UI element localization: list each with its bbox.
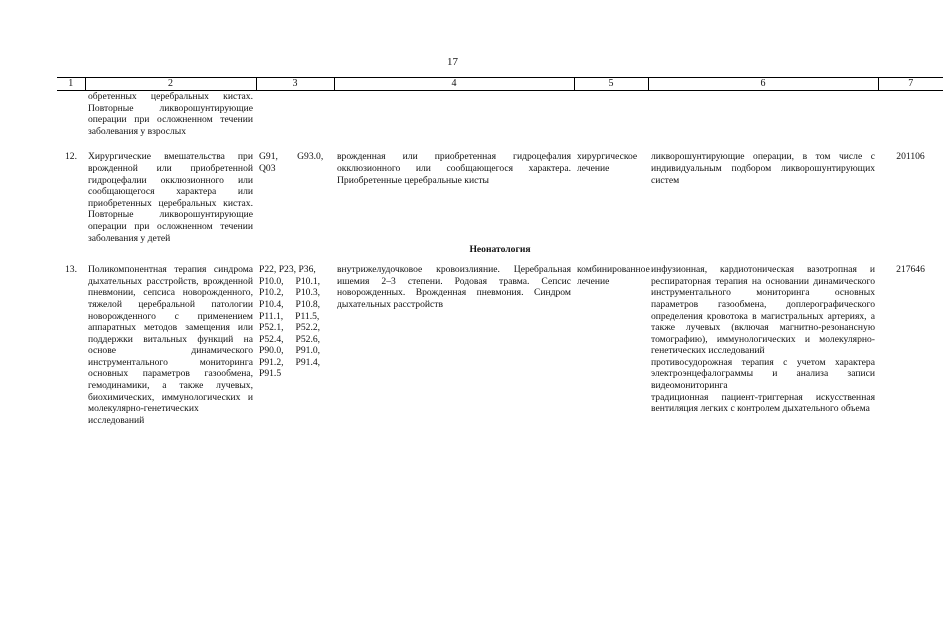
icd-codes-line: P52.1, P52.2, xyxy=(259,322,321,334)
service-name: Поликомпонентная терапия синдрома дыхательных расстройств, врожденной пневмонии, сепсиса новорожденного, тяжелой церебральной патологии новорожденного с применением аппаратных методов замещения или поддержки витальных функций на основе динамического инструментального мониторинга основных параметров газообмена, гемодинамики, а также лучевых, биохимических, иммунологических и молекулярно-генетических исследований xyxy=(88,264,253,426)
treatment-method-item: противосудорожная терапия с учетом характера электроэнцефалограммы и анализа записи видеомониторинга xyxy=(651,356,875,392)
header-col-4: 4 xyxy=(334,78,574,91)
header-col-1: 1 xyxy=(57,78,85,91)
header-row xyxy=(57,78,943,91)
treatment-method xyxy=(648,264,878,426)
patient-model: врожденная или приобретенная гидроцефалия окклюзионного или сообщающегося характера. Приобретенные церебральные кисты xyxy=(337,151,571,186)
page-number: 17 xyxy=(447,56,458,68)
patient-model: внутрижелудочковое кровоизлияние. Церебральная ишемия 2–3 степени. Родовая травма. Сепсис новорожденных. Врожденная пневмония. Синдром дыхательных расстройств xyxy=(337,264,571,310)
treatment-type: комбинированное лечение xyxy=(577,264,650,287)
treatment-type: хирургическое лечение xyxy=(577,151,638,174)
icd-codes-line: P91.2, P91.4, xyxy=(259,356,321,368)
icd-codes-line: P22, P23, P36, xyxy=(259,264,316,276)
table-row-12 xyxy=(57,151,943,244)
header-col-3: 3 xyxy=(256,78,334,91)
header-col-5: 5 xyxy=(574,78,648,91)
icd-codes-line: Q03 xyxy=(259,162,276,174)
standard-cost: 217646 xyxy=(896,264,925,276)
icd-codes-line: P10.4, P10.8, xyxy=(259,298,321,310)
standard-cost: 201106 xyxy=(896,151,925,163)
row-number: 12. xyxy=(65,151,77,163)
header-col-7: 7 xyxy=(878,78,943,91)
continuation-name: обретенных церебральных кистах. Повторные ликворошунтирующие операции при осложненном течении заболевания у взрослых xyxy=(88,91,253,137)
section-title: Неонатология xyxy=(469,244,531,256)
icd-codes-line: P90.0, P91.0, xyxy=(259,345,321,357)
section-heading-row xyxy=(57,244,943,264)
header-col-2: 2 xyxy=(85,78,256,91)
treatment-method-item: инфузионная, кардиотоническая вазотропная и респираторная терапия на основании динамического инструментального мониторинга основных параметров газообмена, доплерографического определения кровотока в магистральных артериях, а также лучевых (включая магнитно-резонансную томографию), иммунологических и молекулярно-генетических исследований xyxy=(651,264,875,357)
treatment-method-item: традиционная пациент-триггерная искусственная вентиляция легких с контролем дыхательного объема xyxy=(651,391,875,415)
table-row-continuation xyxy=(57,91,943,138)
icd-codes xyxy=(256,151,334,244)
icd-codes-line: P10.0, P10.1, xyxy=(259,275,321,287)
treatment-method: ликворошунтирующие операции, в том числе с индивидуальным подбором ликворошунтирующих систем xyxy=(651,151,875,186)
icd-codes-line: P11.1, P11.5, xyxy=(259,310,320,322)
icd-codes-line: P10.2, P10.3, xyxy=(259,287,321,299)
services-table xyxy=(57,77,943,426)
icd-codes-line: G91, G93.0, xyxy=(259,151,324,163)
service-name: Хирургические вмешательства при врожденной или приобретенной гидроцефалии окклюзионного или сообщающегося характера или приобретенных церебральных кистах. Повторные ликворошунтирующие операции при осложненном течении заболевания у детей xyxy=(88,151,253,244)
icd-codes-line: P52.4, P52.6, xyxy=(259,333,321,345)
header-col-6: 6 xyxy=(648,78,878,91)
table-row-13 xyxy=(57,264,943,426)
icd-codes xyxy=(256,264,334,426)
icd-codes-line: P91.5 xyxy=(259,368,282,380)
row-number: 13. xyxy=(65,264,77,276)
